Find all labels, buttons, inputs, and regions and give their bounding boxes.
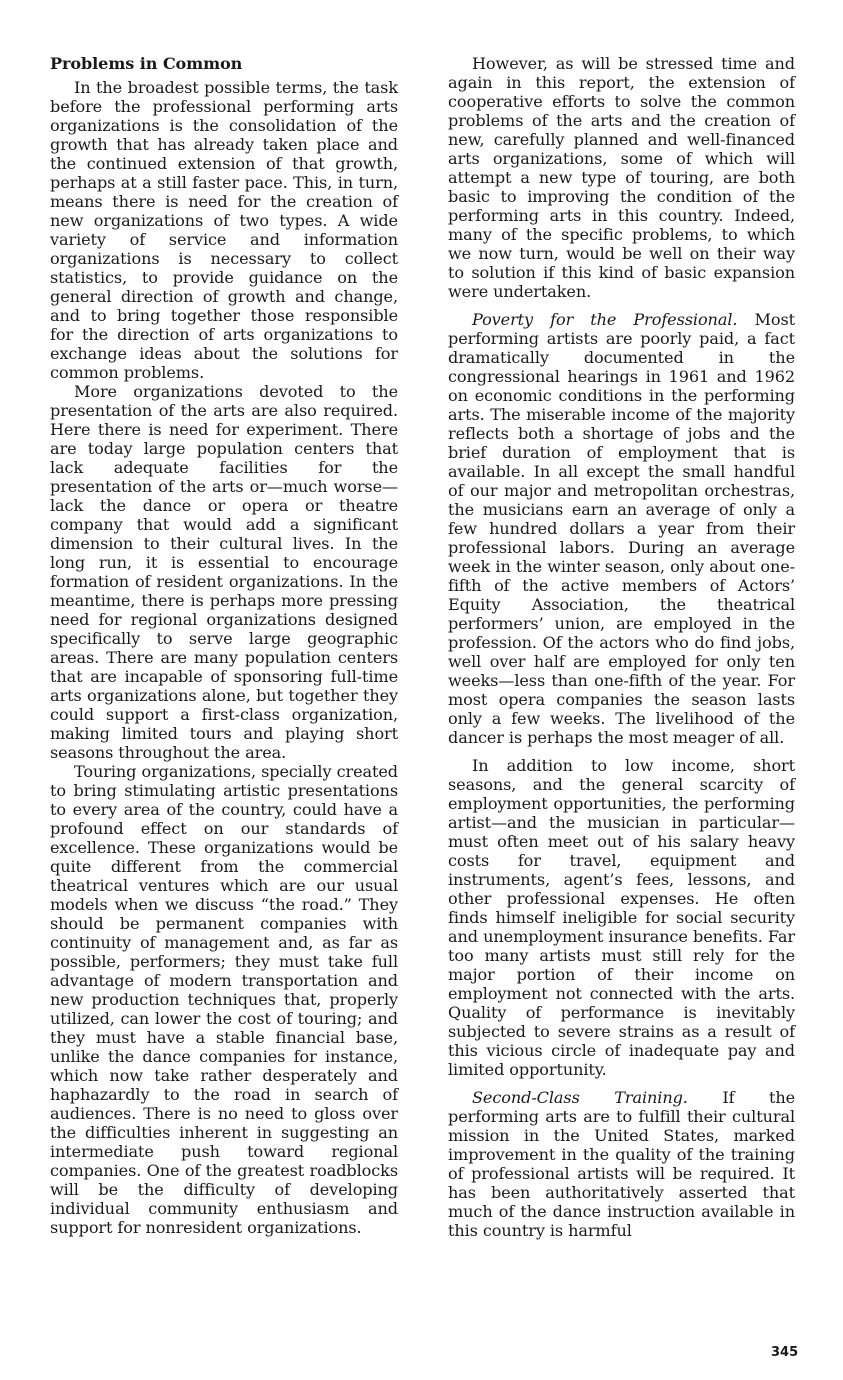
paragraph: Touring organizations, specially created to bring stimulating artistic presentations to every area of the country, could have a profound effect on our standards of excellence. These organizations would be quite different from the commercial theatrical ventures which are our usual models when we discuss “the road.” They should be permanent companies with continuity of management and, as far as possible, performers; they must take full advantage of modern transportation and new production techniques that, properly utilized, can lower the cost of touring; and they must have a stable financial base, unlike the dance companies for instance, which now take rather desperately and haphazardly to the road in search of audiences. There is no need to gloss over the difficulties inherent in suggesting an intermediate push toward regional companies. One of the greatest roadblocks will be the difficulty of developing individual community enthusiasm and support for nonresident organizations. <box>50 762 398 1237</box>
paragraph-training <box>448 1088 795 1240</box>
left-column <box>50 54 398 1237</box>
section-heading: Problems in Common <box>50 54 243 73</box>
right-column <box>448 54 795 1240</box>
page-number: 345 <box>771 1345 799 1360</box>
paragraph: More organizations devoted to the presentation of the arts are also required. Here there is need for experiment. There are today large population centers that lack adequate facilities for the presentation of the arts or—much worse—lack the dance or opera or theatre company that would add a significant dimension to their cultural lives. In the long run, it is essential to encourage formation of resident organizations. In the meantime, there is perhaps more pressing need for regional organizations designed specifically to serve large geographic areas. There are many population centers that are incapable of sponsoring full-time arts organizations alone, but together they could support a first-class organization, making limited tours and playing short seasons throughout the area. <box>50 382 398 762</box>
paragraph: In the broadest possible terms, the task before the professional performing arts organizations is the consolidation of the growth that has already taken place and the continued extension of that growth, perhaps at a still faster pace. This, in turn, means there is need for the creation of new organizations of two types. A wide variety of service and information organizations is necessary to collect statistics, to provide guidance on the general direction of growth and change, and to bring together those responsible for the direction of arts organizations to exchange ideas about the solutions for common problems. <box>50 78 398 382</box>
runin-title-training: Second-Class Training. <box>472 1088 688 1107</box>
paragraph: In addition to low income, short seasons, and the general scarcity of employment opportunities, the performing artist—and the musician in particular—must often meet out of his salary heavy costs for travel, equipment and instruments, agent’s fees, lessons, and other professional expenses. He often finds himself ineligible for social security and unemployment insurance benefits. Far too many artists must still rely for the major portion of their income on employment not connected with the arts. Quality of performance is inevitably subjected to severe strains as a result of this vicious circle of inadequate pay and limited opportunity. <box>448 756 795 1079</box>
paragraph-text: If the performing arts are to fulfill their cultural mission in the United States, marked improvement in the quality of the training of professional artists will be required. It has been authoritatively asserted that much of the dance instruction available in this country is harmful <box>448 1088 796 1240</box>
paragraph-poverty <box>448 310 795 747</box>
paragraph-text: Most performing artists are poorly paid, a fact dramatically documented in the congressional hearings in 1961 and 1962 on economic conditions in the performing arts. The miserable income of the majority reflects both a shortage of jobs and the brief duration of employment that is available. In all except the small handful of our major and metropolitan orchestras, the musicians earn an average of only a few hundred dollars a year from their professional labors. During an average week in the winter season, only about one-fifth of the active members of Actors’ Equity Association, the theatrical performers’ union, are employed in the profession. Of the actors who do find jobs, well over half are employed for only ten weeks—less than one-fifth of the year. For most opera companies the season lasts only a few weeks. The livelihood of the dancer is perhaps the most meager of all. <box>448 310 795 747</box>
paragraph: However, as will be stressed time and again in this report, the extension of cooperative efforts to solve the common problems of the arts and the creation of new, carefully planned and well-financed arts organizations, some of which will attempt a new type of touring, are both basic to improving the condition of the performing arts in this country. Indeed, many of the specific problems, to which we now turn, would be well on their way to solution if this kind of basic expansion were undertaken. <box>448 54 795 301</box>
runin-title-poverty: Poverty for the Professional. <box>472 310 738 329</box>
